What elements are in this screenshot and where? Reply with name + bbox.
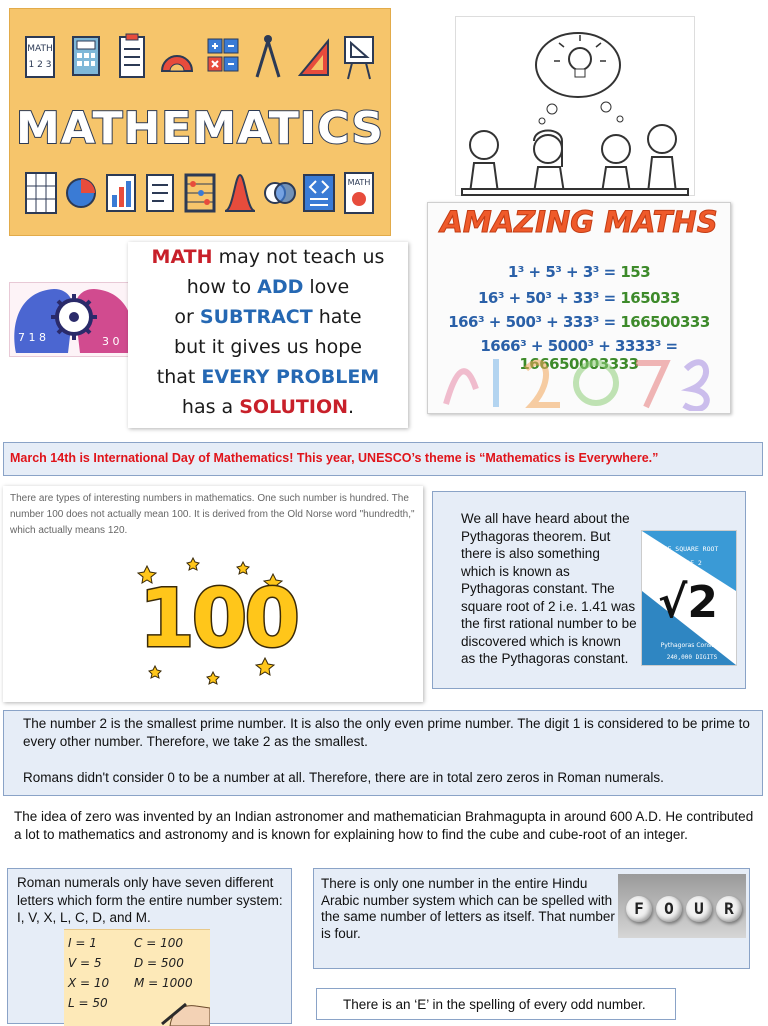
roman-value: L = 50 <box>68 996 108 1010</box>
clipboard-icon <box>115 31 149 83</box>
mathematics-banner <box>9 8 391 236</box>
compass-icon <box>251 31 285 83</box>
square-root-of-two-book <box>641 530 737 666</box>
number-grid-icon <box>24 167 58 219</box>
svg-text:Pythagoras Constant: Pythagoras Constant <box>660 642 724 649</box>
quote-line: MATH may not teach us <box>151 246 385 268</box>
set-square-icon <box>297 31 331 83</box>
roman-value: C = 100 <box>134 936 183 950</box>
easel-icon <box>342 31 376 83</box>
pie-chart-icon <box>64 167 98 219</box>
math-sticker-icon <box>24 31 58 83</box>
comparison-symbols-icon <box>302 167 336 219</box>
abacus-icon <box>183 167 217 219</box>
number-four-text: There is only one number in the entire Hindu Arabic number system which can be spelled with the same number of letters as itself. That number is four. <box>321 876 615 941</box>
math-quote-card <box>128 242 408 428</box>
math-icons-top-row <box>24 31 376 83</box>
svg-text:3 0: 3 0 <box>102 335 120 348</box>
hundred-fact-card <box>3 486 423 702</box>
book-cover-icon <box>642 531 736 665</box>
amazing-maths-title: AMAZING MATHS <box>440 205 718 239</box>
svg-text:MATH: MATH <box>347 178 371 187</box>
roman-numerals-notepad <box>64 929 210 1026</box>
math-book-icon <box>342 167 376 219</box>
svg-text:√2: √2 <box>658 577 718 628</box>
quote-line: that EVERY PROBLEM <box>156 366 380 388</box>
svg-text:THE SQUARE ROOT: THE SQUARE ROOT <box>659 545 719 553</box>
bar-graph-icon <box>104 167 138 219</box>
equation-row: 1666³ + 5000³ + 3333³ = 166650003333 <box>480 337 678 373</box>
roman-zero-fact-text: Romans didn't consider 0 to be a number at all. Therefore, there are in total zero zeros in Roman numerals. <box>23 770 664 785</box>
roman-value: X = 10 <box>68 976 110 990</box>
venn-diagram-icon <box>263 167 297 219</box>
hundred-fact-text: There are types of interesting numbers in mathematics. One such number is hundred. The number 100 does not actually mean 100. It is derived from the Old Norse word "hundredth," which actually means 120. <box>10 493 415 536</box>
roman-value: V = 5 <box>68 956 102 970</box>
chalk-numbers-icon <box>436 349 722 411</box>
operators-icon <box>206 31 240 83</box>
colored-numbers-decoration <box>436 349 722 411</box>
quote-line: but it gives us hope <box>174 336 362 358</box>
zero-invention-text: The idea of zero was invented by an Indian astronomer and mathematician Brahmagupta in around 600 A.D. He contributed a lot to mathematics and astronomy and is known for explaining how to find the cube and cube-root of an integer. <box>14 809 754 842</box>
svg-text:7 1 8: 7 1 8 <box>18 331 46 344</box>
equation-row: 1³ + 5³ + 3³ = 153 <box>507 263 651 281</box>
pythagoras-constant-box <box>432 491 746 689</box>
math-icons-bottom-row <box>24 167 376 219</box>
roman-numerals-text: Roman numerals only have seven different letters which form the entire number system: I, V, X, L, C, D, and M. <box>17 875 283 925</box>
svg-text:OF 2: OF 2 <box>686 559 702 567</box>
pythagoras-text: We all have heard about the Pythagoras theorem. But there is also something which is known as Pythagoras constant. The square root of 2 i.e. 1.41 was the first rational number to be discovered which is known as the Pythagoras constant. <box>461 511 637 666</box>
quote-line: how to ADD love <box>186 276 350 298</box>
quote-line: has a SOLUTION. <box>181 396 355 418</box>
international-day-banner <box>3 442 763 476</box>
kids-thinking-illustration <box>455 16 695 196</box>
writing-hand-icon <box>160 986 210 1026</box>
equation-row: 166³ + 500³ + 333³ = 166500333 <box>448 313 710 331</box>
odd-number-text: There is an ‘E’ in the spelling of every odd number. <box>343 997 646 1012</box>
number-four-box <box>313 868 750 969</box>
four-letter-tiles-image <box>618 874 746 938</box>
banner-title: MATHEMATICS <box>16 103 384 154</box>
letter-tile: R <box>716 896 742 922</box>
amazing-maths-card <box>427 202 731 414</box>
svg-text:1 2 3: 1 2 3 <box>28 60 52 70</box>
svg-text:MATH: MATH <box>27 44 53 54</box>
bell-curve-icon <box>223 167 257 219</box>
brain-heads-image <box>9 282 137 357</box>
letter-tile: O <box>656 896 682 922</box>
hundred-number: 100 <box>139 572 297 665</box>
roman-value: D = 500 <box>134 956 184 970</box>
quote-line: or SUBTRACT hate <box>174 306 362 328</box>
equation-row: 16³ + 50³ + 33³ = 165033 <box>478 289 680 307</box>
protractor-icon <box>160 31 194 83</box>
odd-number-box <box>316 988 676 1020</box>
roman-value: M = 1000 <box>134 976 193 990</box>
notepad-icon <box>143 167 177 219</box>
prime-number-box <box>3 710 763 796</box>
letter-tile: U <box>686 896 712 922</box>
roman-value: I = 1 <box>68 936 97 950</box>
roman-numerals-box <box>7 868 292 1024</box>
lightbulb-idea-icon <box>456 17 696 197</box>
international-day-text: March 14th is International Day of Mathematics! This year, UNESCO’s theme is “Mathematics is Everywhere.” <box>10 451 659 465</box>
prime-fact-text: The number 2 is the smallest prime number. It is also the only even prime number. The digit 1 is considered to be prime to every other number. Therefore, we take 2 as the smallest. <box>23 716 750 749</box>
letter-tile: F <box>626 896 652 922</box>
svg-text:240,000 DIGITS: 240,000 DIGITS <box>666 654 718 661</box>
gear-icon <box>10 283 137 357</box>
calculator-icon <box>69 31 103 83</box>
